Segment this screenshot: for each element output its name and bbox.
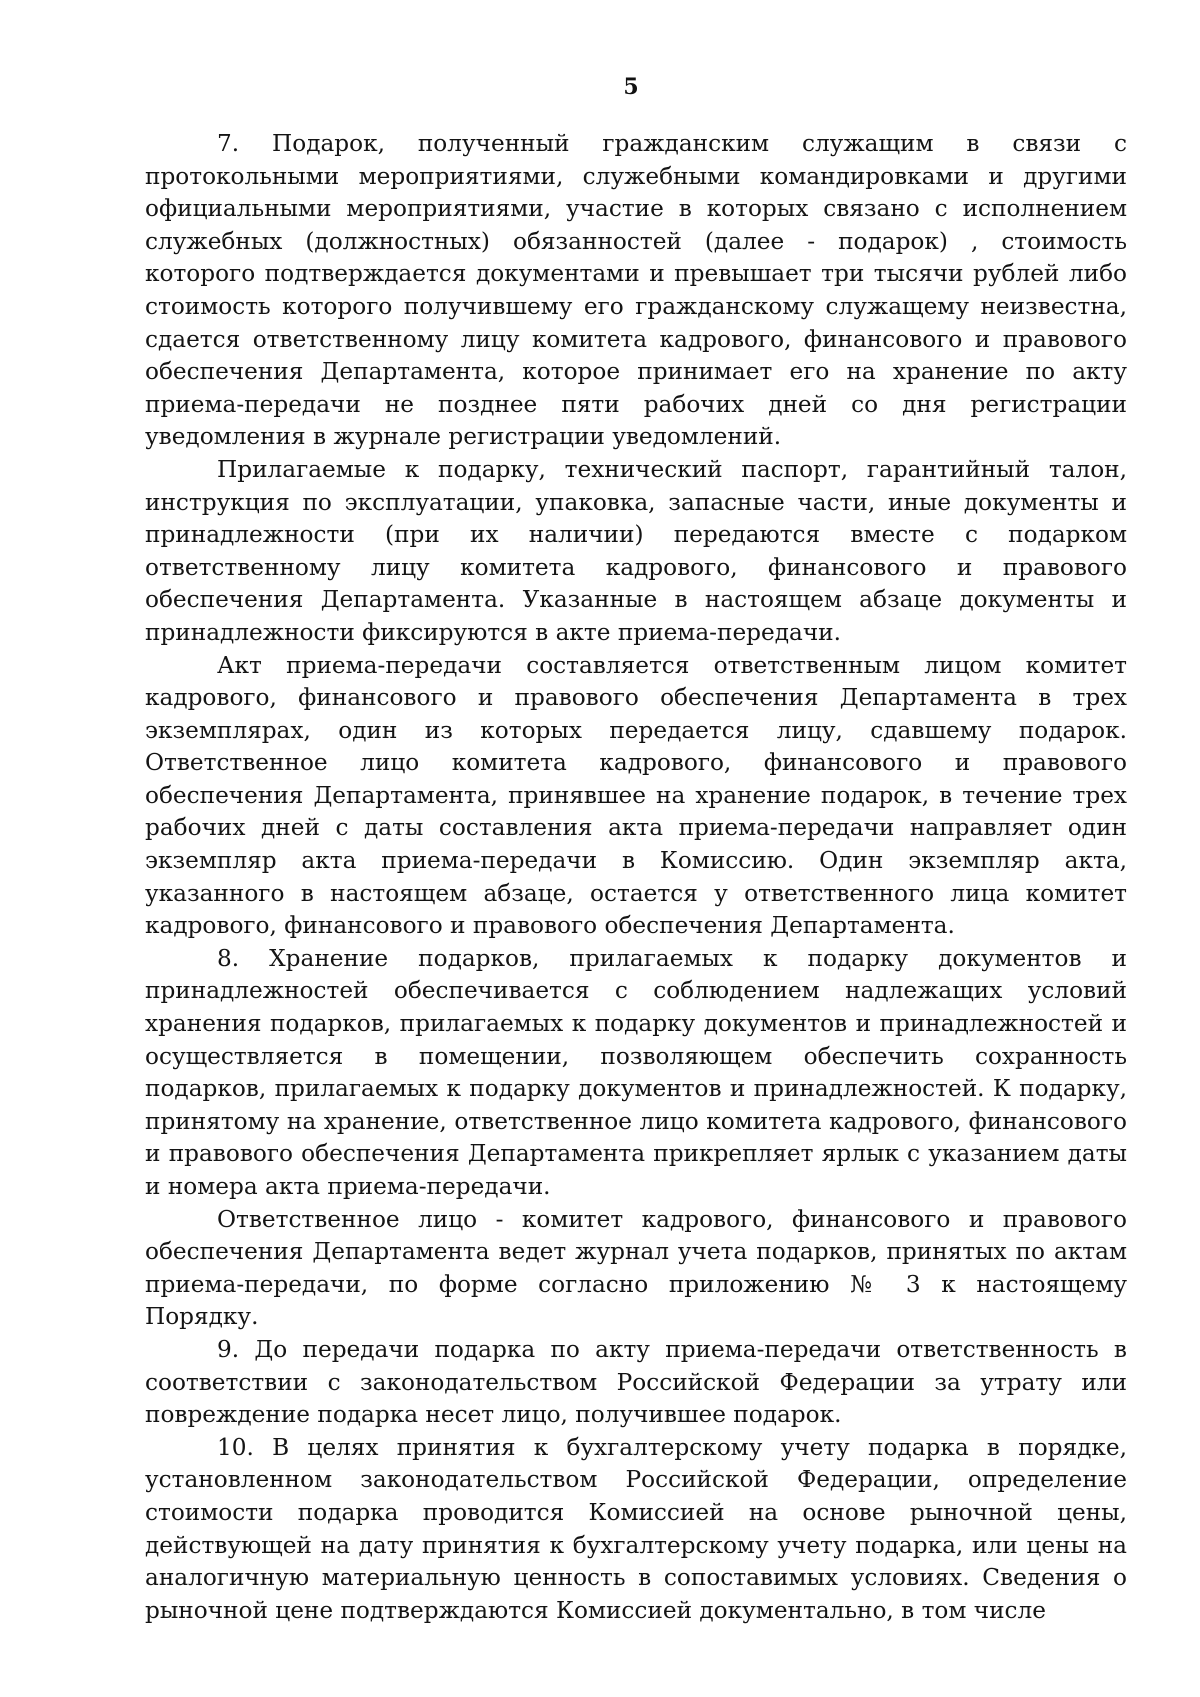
- paragraph-acceptance-act: Акт приема-передачи составляется ответственным лицом комитет кадрового, финансового и правового обеспечения Департамента в трех экземплярах, один из которых передается лицу, сдавшему подарок. Ответственное лицо комитета кадрового, финансового и правового обеспечения Департамента, принявшее на хранение подарок, в течение трех рабочих дней с даты составления акта приема-передачи направляет один экземпляр акта приема-передачи в Комиссию. Один экземпляр акта, указанного в настоящем абзаце, остается у ответственного лица комитет кадрового, финансового и правового обеспечения Департамента.: [145, 651, 1127, 940]
- paragraph-7-gift-handover: 7. Подарок, полученный гражданским служащим в связи с протокольными мероприятиями, служебными командировками и другими официальными мероприятиями, участие в которых связано с исполнением служебных (должностных) обязанностей (далее - подарок) , стоимость которого подтверждается документами и превышает три тысячи рублей либо стоимость которого получившему его гражданскому служащему неизвестна, сдается ответственному лицу комитета кадрового, финансового и правового обеспечения Департамента, которое принимает его на хранение по акту приема-передачи не позднее пяти рабочих дней со дня регистрации уведомления в журнале регистрации уведомлений.: [145, 130, 1127, 451]
- document-body: [145, 128, 1127, 1627]
- paragraph-gift-registry: Ответственное лицо - комитет кадрового, финансового и правового обеспечения Департамента ведет журнал учета подарков, принятых по актам приема-передачи, по форме согласно приложению № 3 к настоящему Порядку.: [145, 1205, 1127, 1331]
- paragraph-attached-documents: Прилагаемые к подарку, технический паспорт, гарантийный талон, инструкция по эксплуатации, упаковка, запасные части, иные документы и принадлежности (при их наличии) передаются вместе с подарком ответственному лицу комитета кадрового, финансового и правового обеспечения Департамента. Указанные в настоящем абзаце документы и принадлежности фиксируются в акте приема-передачи.: [145, 455, 1127, 646]
- paragraph-9-liability: 9. До передачи подарка по акту приема-передачи ответственность в соответствии с законодательством Российской Федерации за утрату или повреждение подарка несет лицо, получившее подарок.: [145, 1335, 1127, 1429]
- paragraph-8-storage: 8. Хранение подарков, прилагаемых к подарку документов и принадлежностей обеспечивается с соблюдением надлежащих условий хранения подарков, прилагаемых к подарку документов и принадлежностей и осуществляется в помещении, позволяющем обеспечить сохранность подарков, прилагаемых к подарку документов и принадлежностей. К подарку, принятому на хранение, ответственное лицо комитета кадрового, финансового и правового обеспечения Департамента прикрепляет ярлык с указанием даты и номера акта приема-передачи.: [145, 944, 1127, 1200]
- page-number: 5: [623, 74, 639, 100]
- paragraph-10-valuation: 10. В целях принятия к бухгалтерскому учету подарка в порядке, установленном законодательством Российской Федерации, определение стоимости подарка проводится Комиссией на основе рыночной цены, действующей на дату принятия к бухгалтерскому учету подарка, или цены на аналогичную материальную ценность в сопоставимых условиях. Сведения о рыночной цене подтверждаются Комиссией документально, в том числе: [145, 1433, 1127, 1624]
